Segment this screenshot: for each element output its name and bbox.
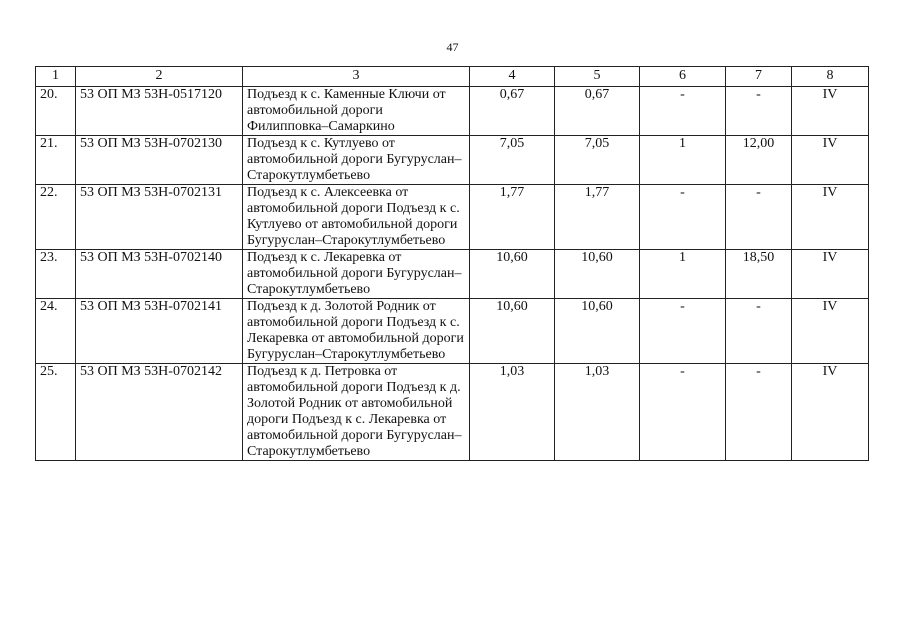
header-cell-1: 1 xyxy=(36,67,76,87)
row-number: 23. xyxy=(36,250,76,299)
road-code: 53 ОП МЗ 53Н-0702140 xyxy=(76,250,243,299)
cell-col-5: 0,67 xyxy=(555,87,640,136)
cell-col-5: 7,05 xyxy=(555,136,640,185)
road-code: 53 ОП МЗ 53Н-0702142 xyxy=(76,364,243,461)
road-name: Подъезд к с. Лекаревка от автомобильной дороги Бугуруслан–Старокутлумбетьево xyxy=(243,250,470,299)
cell-col-8: IV xyxy=(792,185,869,250)
road-name: Подъезд к д. Петровка от автомобильной дороги Подъезд к д. Золотой Родник от автомобильной дороги Подъезд к с. Лекаревка от автомобильной дороги Бугуруслан–Старокутлумбетьево xyxy=(243,364,470,461)
row-number: 22. xyxy=(36,185,76,250)
table-row xyxy=(36,185,869,250)
header-cell-6: 6 xyxy=(640,67,726,87)
cell-col-8: IV xyxy=(792,87,869,136)
cell-col-8: IV xyxy=(792,364,869,461)
road-name: Подъезд к с. Кутлуево от автомобильной дороги Бугуруслан–Старокутлумбетьево xyxy=(243,136,470,185)
header-cell-2: 2 xyxy=(76,67,243,87)
cell-col-6: 1 xyxy=(640,250,726,299)
cell-col-4: 10,60 xyxy=(470,250,555,299)
header-cell-5: 5 xyxy=(555,67,640,87)
table-row xyxy=(36,250,869,299)
table-row xyxy=(36,87,869,136)
road-code: 53 ОП МЗ 53Н-0517120 xyxy=(76,87,243,136)
road-code: 53 ОП МЗ 53Н-0702130 xyxy=(76,136,243,185)
roads-table xyxy=(35,66,869,461)
row-number: 21. xyxy=(36,136,76,185)
cell-col-8: IV xyxy=(792,299,869,364)
header-cell-7: 7 xyxy=(726,67,792,87)
road-name: Подъезд к с. Каменные Ключи от автомобильной дороги Филипповка–Самаркино xyxy=(243,87,470,136)
cell-col-7: - xyxy=(726,87,792,136)
cell-col-7: 12,00 xyxy=(726,136,792,185)
road-code: 53 ОП МЗ 53Н-0702131 xyxy=(76,185,243,250)
cell-col-6: 1 xyxy=(640,136,726,185)
table-row xyxy=(36,136,869,185)
cell-col-5: 10,60 xyxy=(555,299,640,364)
road-code: 53 ОП МЗ 53Н-0702141 xyxy=(76,299,243,364)
cell-col-4: 0,67 xyxy=(470,87,555,136)
cell-col-4: 7,05 xyxy=(470,136,555,185)
cell-col-8: IV xyxy=(792,136,869,185)
header-cell-3: 3 xyxy=(243,67,470,87)
table-header-row xyxy=(36,67,869,87)
cell-col-8: IV xyxy=(792,250,869,299)
cell-col-7: - xyxy=(726,185,792,250)
table-row xyxy=(36,364,869,461)
cell-col-5: 1,03 xyxy=(555,364,640,461)
cell-col-7: 18,50 xyxy=(726,250,792,299)
cell-col-5: 10,60 xyxy=(555,250,640,299)
cell-col-4: 10,60 xyxy=(470,299,555,364)
row-number: 20. xyxy=(36,87,76,136)
road-name: Подъезд к д. Золотой Родник от автомобильной дороги Подъезд к с. Лекаревка от автомобильной дороги Бугуруслан–Старокутлумбетьево xyxy=(243,299,470,364)
cell-col-7: - xyxy=(726,299,792,364)
cell-col-6: - xyxy=(640,299,726,364)
header-cell-4: 4 xyxy=(470,67,555,87)
header-cell-8: 8 xyxy=(792,67,869,87)
page-number: 47 xyxy=(446,40,459,54)
table-row xyxy=(36,299,869,364)
cell-col-5: 1,77 xyxy=(555,185,640,250)
cell-col-4: 1,03 xyxy=(470,364,555,461)
row-number: 24. xyxy=(36,299,76,364)
cell-col-6: - xyxy=(640,364,726,461)
cell-col-4: 1,77 xyxy=(470,185,555,250)
cell-col-6: - xyxy=(640,185,726,250)
road-name: Подъезд к с. Алексеевка от автомобильной дороги Подъезд к с. Кутлуево от автомобильной дороги Бугуруслан–Старокутлумбетьево xyxy=(243,185,470,250)
cell-col-7: - xyxy=(726,364,792,461)
cell-col-6: - xyxy=(640,87,726,136)
row-number: 25. xyxy=(36,364,76,461)
